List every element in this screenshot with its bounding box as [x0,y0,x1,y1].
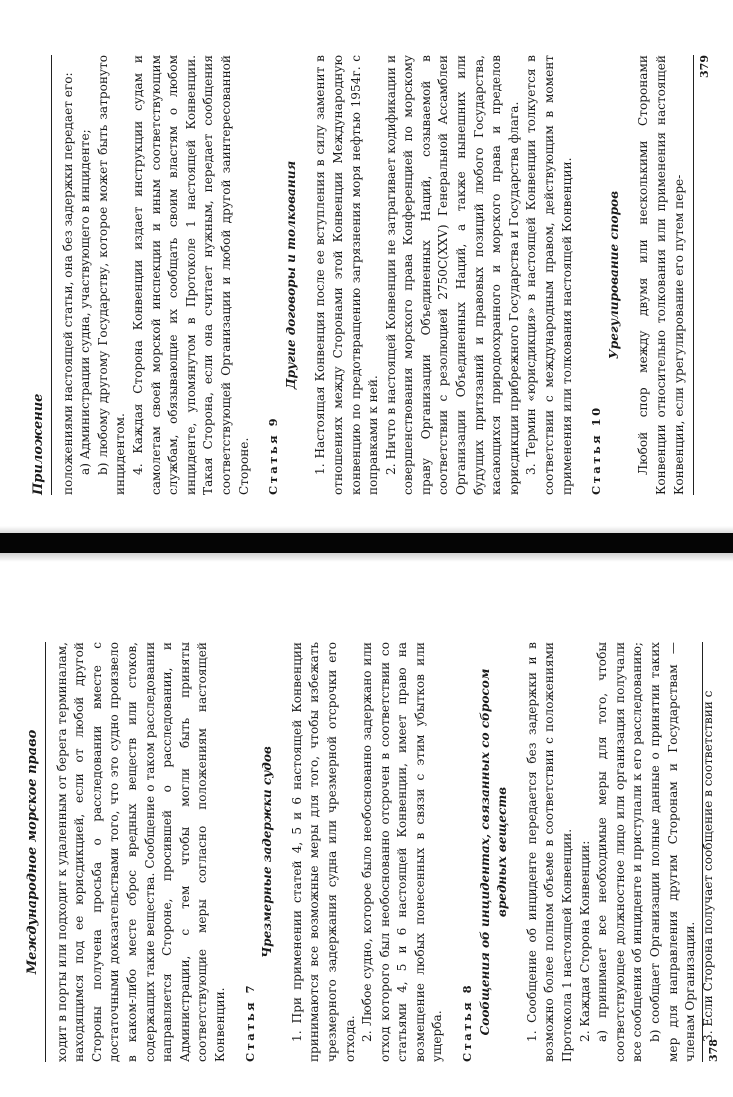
paragraph: a) Администрации судна, участвующего в инциденте; [78,129,93,475]
paragraph: 1. При применении статей 4, 5 и 6 настоящей Конвенции принимаются все возможные меры для того, чтобы избежать чрезмерного задержания судна или чрезмерной отсрочки его отхода. [289,642,357,1062]
paragraph: 2. Ничто в настоящей Конвенции не затрагивает кодификации и совершенствования морского права Конференцией по морскому праву Организации Объединенных Наций, созываемой в соответствии с резолюцией 2750С(XXV) Генеральной Ассамблеи Организации Объединенных Наций, а также нынешних или будущих притязаний и правовых позиций любого Государства, касающихся природоохранного и морского права и пределов юрисдикции прибрежного Государства и Государства флага. [383,55,521,495]
article-8-title: Сообщения об инцидентах, связанных со сбросом [477,668,492,1036]
article-8-title-cont: вредных веществ [495,786,510,918]
article-10-title: Урегулирование споров [606,190,621,360]
paragraph: 3. Если Сторона получает сообщение в соответствии с [700,690,715,1042]
page-378 [24,642,729,1062]
article-9-title: Другие договоры и толкования [283,160,298,390]
article-7-label: Статья 7 [242,982,257,1062]
running-header: Международное морское право [24,642,46,1062]
paragraph: Любой спор между двумя или несколькими Сторонами Конвенции относительно толкования или применения настоящей Конвенции, если урегулирование его путем пере- [636,55,686,495]
running-header: Приложение [30,55,52,495]
article-8-label: Статья 8 [460,982,475,1062]
paragraph: 1. Сообщение об инциденте передается без задержки и в возможно более полном объеме в соответствии с положениями Протокола 1 настоящей Конвенции. [524,642,575,1062]
paragraph: 3. Термин «юрисдикция» в настоящей Конвенции толкуется в соответствии с международным правом, действующим в момент применения или толкования настоящей Конвенции. [524,55,574,495]
article-10-label: Статья 10 [589,405,604,495]
article-9-label: Статья 9 [266,415,281,495]
paragraph: положениями настоящей статьи, она без задержки передает его: [60,72,75,495]
paragraph: ходит в порты или подходит к удаленным от берега терминалам, находящимся под ее юрисдикцией, если от любой другой Стороны получена просьба о расследовании вместе с достаточными доказательствами того, что это судно произвело в каком-либо месте сброс вредных веществ или стоков, содержащих такие вещества. Сообщение о таком расследовании направляется Стороне, просившей о расследовании, и Администрации, с тем чтобы могли быть приняты соответствующие меры согласно положениям настоящей Конвенции. [54,642,227,1062]
paragraph: b) сообщает Организации полные данные о принятии таких мер для направления другим Сторонам и Государствам — членам Организации. [648,642,698,1062]
paragraph: a) принимает все необходимые меры для того, чтобы соответствующее должностное лицо или организация получали все сообщения об инциденте и приступали к его расследованию; [595,642,645,1062]
page-number: 379 [693,55,714,495]
paragraph: 4. Каждая Сторона Конвенции издает инструкции судам и самолетам своей морской инспекции и иным соответствующим службам, обязывающие их сообщать своим властям о любом инциденте, упомянутом в Протоколе 1 настоящей Конвенции. Такая Сторона, если она считает нужным, передает сообщения соответствующей Организации и любой другой заинтересованной Стороне. [130,55,251,495]
paragraph: 2. Любое судно, которое было необоснованно задержано или отход которого был необоснованно отсрочен в соответствии со статьями 4, 5 и 6 настоящей Конвенции, имеет право на возмещение любых понесенных в связи с этим убытков или ущерба. [360,642,445,1062]
book-gutter [0,533,733,553]
page-number: 378 [702,642,723,1062]
paragraph: b) любому другому Государству, которое может быть затронуто инцидентом. [95,55,128,495]
page-379 [30,55,720,495]
paragraph: 1. Настоящая Конвенция после ее вступления в силу заменит в отношениях между Сторонами этой Конвенции Международную конвенцию по предотвращению загрязнения моря нефтью 1954г. с поправками к ней. [313,55,381,495]
paragraph: 2. Каждая Сторона Конвенции: [577,840,592,1042]
article-7-title: Чрезмерные задержки судов [260,746,275,958]
